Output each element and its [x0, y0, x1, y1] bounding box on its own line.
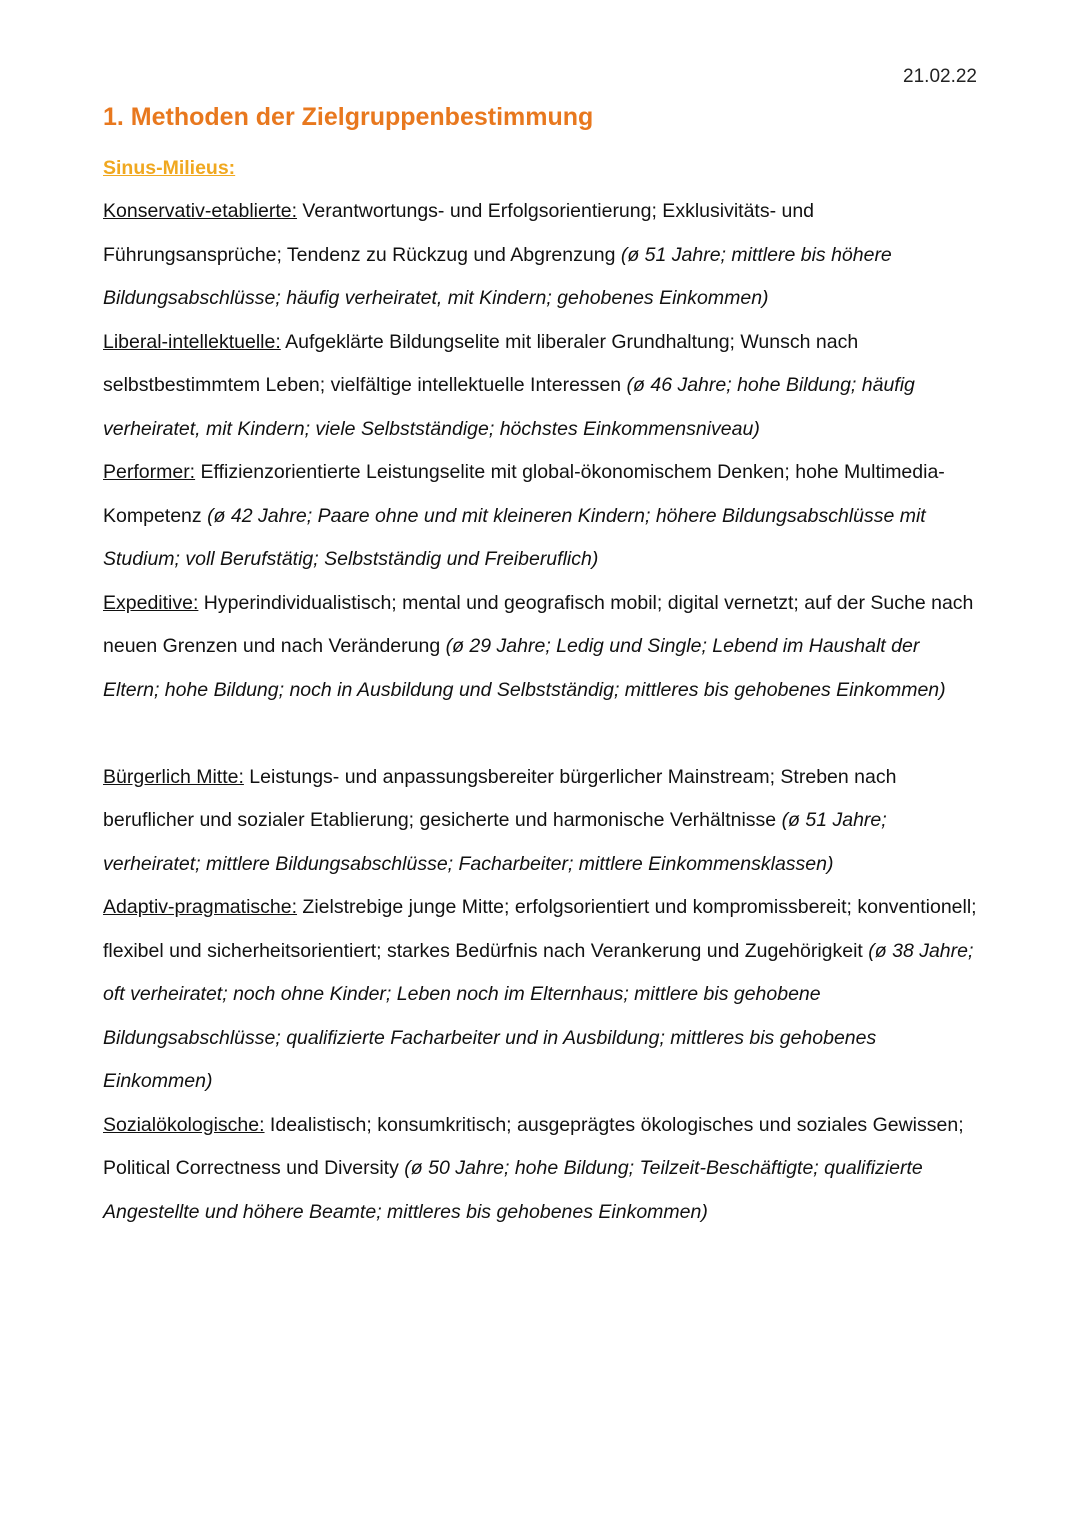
milieu-demographics: (ø 51 Jahre; mittlere bis höhere Bildungsabschlüsse; häufig verheiratet, mit Kindern; gehobenes Einkommen): [103, 243, 892, 309]
blank-line: [103, 712, 978, 756]
milieu-description: Leistungs- und anpassungsbereiter bürgerlicher Mainstream; Streben nach beruflicher und sozialer Etablierung; gesicherte und harmonische Verhältnisse: [103, 765, 897, 831]
milieu-label: Expeditive:: [103, 591, 199, 614]
milieu-entry: [103, 756, 978, 887]
milieu-demographics: (ø 38 Jahre; oft verheiratet; noch ohne Kinder; Leben noch im Elternhaus; mittlere bis gehobene Bildungsabschlüsse; qualifizierte Facharbeiter und in Ausbildung; mittleres bis gehobenes Einkommen): [103, 939, 974, 1092]
milieu-list: [103, 190, 978, 1234]
milieu-label: Konservativ-etablierte:: [103, 200, 298, 222]
milieu-demographics: (ø 46 Jahre; hohe Bildung; häufig verheiratet, mit Kindern; viele Selbstständige; höchstes Einkommensniveau): [103, 374, 915, 440]
milieu-label: Bürgerlich Mitte:: [103, 765, 244, 788]
milieu-entry: [103, 451, 978, 582]
milieu-label: Sozialökologische:: [103, 1113, 265, 1136]
milieu-entry: [103, 1104, 978, 1235]
milieu-description: Idealistisch; konsumkritisch; ausgeprägtes ökologisches und soziales Gewissen; Political Correctness und Diversity: [103, 1113, 964, 1179]
milieu-demographics: (ø 29 Jahre; Ledig und Single; Lebend im Haushalt der Eltern; hohe Bildung; noch in Ausbildung und Selbstständig; mittleres bis gehobenes Einkommen): [103, 635, 946, 701]
milieu-demographics: (ø 42 Jahre; Paare ohne und mit kleineren Kindern; höhere Bildungsabschlüsse mit Studium; voll Berufstätig; Selbstständig und Freiberuflich): [103, 504, 926, 570]
milieu-label: Adaptiv-pragmatische:: [103, 896, 298, 918]
milieu-entry: [103, 886, 978, 1104]
milieu-description: Zielstrebige junge Mitte; erfolgsorientiert und kompromissbereit; konventionell; flexibel und sicherheitsorientiert; starkes Bedürfnis nach Verankerung und Zugehörigkeit: [103, 896, 977, 962]
section-title: 1. Methoden der Zielgruppenbestimmung: [103, 103, 594, 131]
milieu-demographics: (ø 51 Jahre; verheiratet; mittlere Bildungsabschlüsse; Facharbeiter; mittlere Einkommensklassen): [103, 809, 887, 875]
milieu-description: Aufgeklärte Bildungselite mit liberaler Grundhaltung; Wunsch nach selbstbestimmtem Leben; vielfältige intellektuelle Interessen: [103, 330, 859, 396]
subsection-title: Sinus-Milieus:: [103, 157, 236, 179]
milieu-label: Performer:: [103, 461, 196, 483]
document-date: 21.02.22: [903, 66, 977, 87]
milieu-entry: [103, 190, 978, 321]
milieu-entry: [103, 582, 978, 713]
milieu-description: Effizienzorientierte Leistungselite mit global-ökonomischem Denken; hohe Multimedia-Kompetenz: [103, 461, 945, 527]
milieu-entry: [103, 321, 978, 452]
milieu-demographics: (ø 50 Jahre; hohe Bildung; Teilzeit-Beschäftigte; qualifizierte Angestellte und höhere Beamte; mittleres bis gehobenes Einkommen): [103, 1157, 923, 1223]
milieu-description: Hyperindividualistisch; mental und geografisch mobil; digital vernetzt; auf der Suche nach neuen Grenzen und nach Veränderung: [103, 591, 974, 657]
milieu-label: Liberal-intellektuelle:: [103, 330, 281, 353]
milieu-description: Verantwortungs- und Erfolgsorientierung; Exklusivitäts- und Führungsansprüche; Tendenz zu Rückzug und Abgrenzung: [103, 200, 815, 266]
